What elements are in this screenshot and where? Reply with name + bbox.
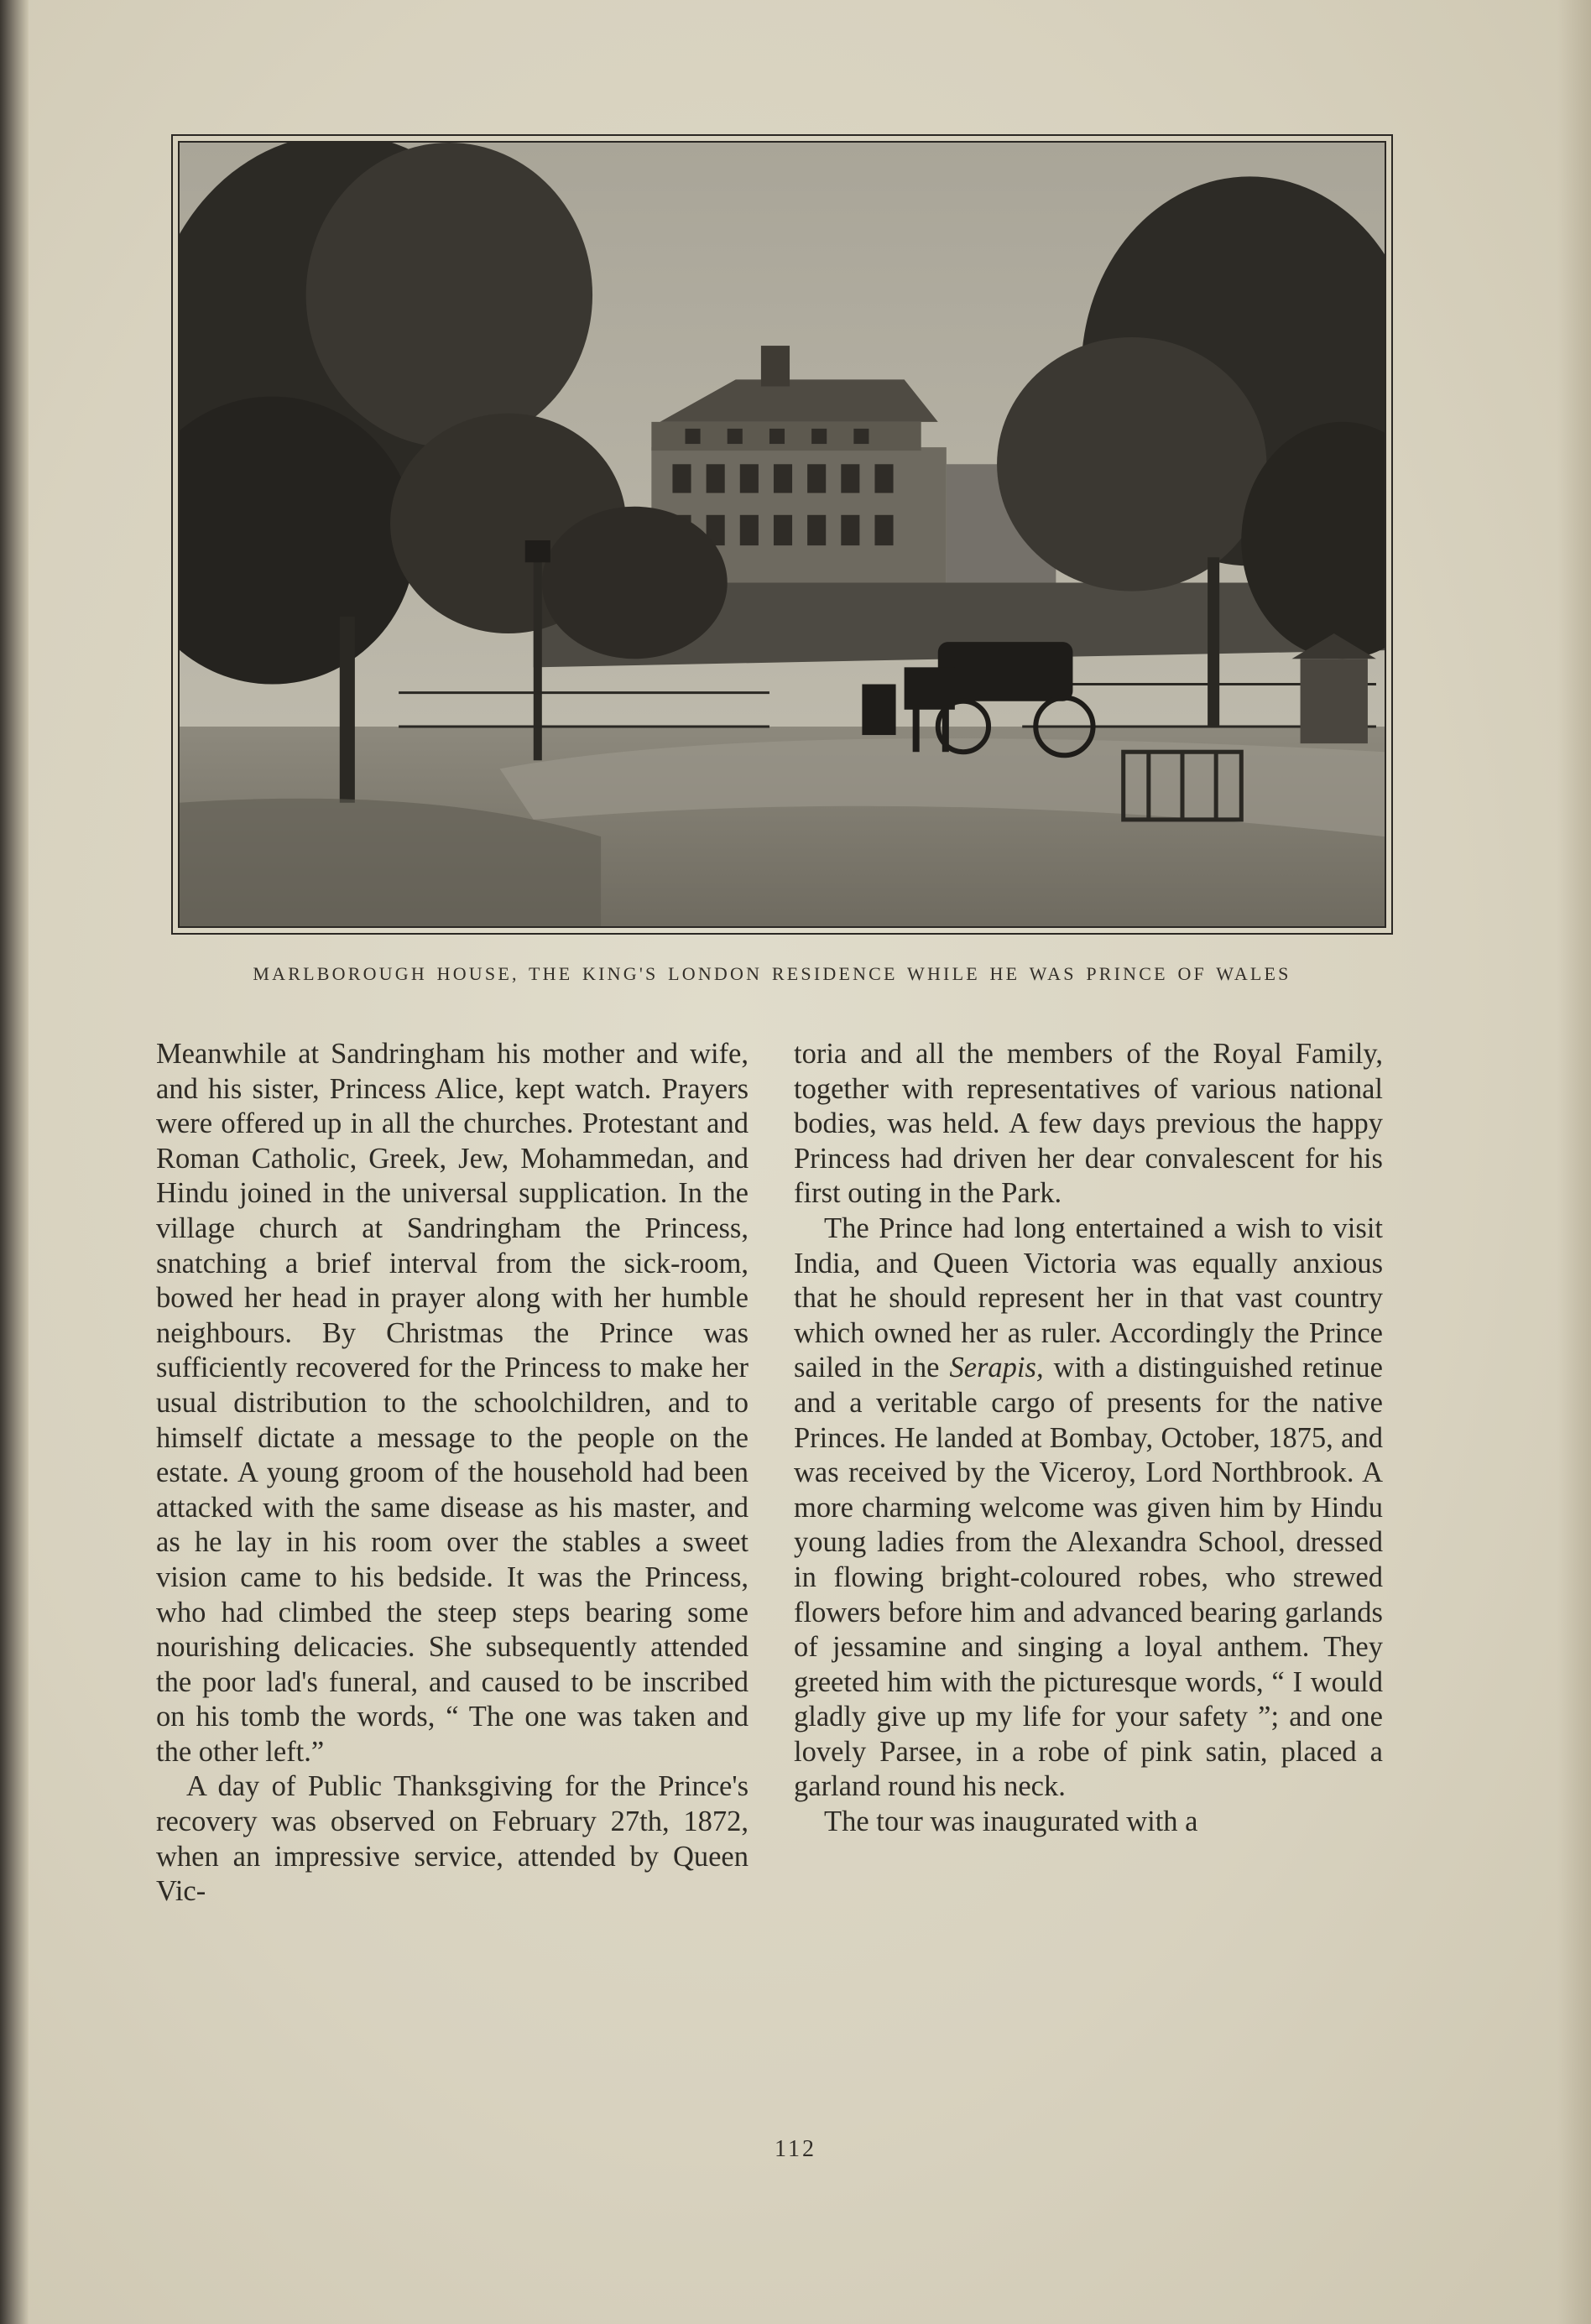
paragraph: A day of Public Thanksgiving for the Prince's recovery was observed on February 27th, 1872, when an impressive service, attended by Queen Vic- [156, 1770, 749, 1908]
text-column-right [794, 1037, 1383, 1840]
paragraph: The tour was inaugurated with a [824, 1806, 1198, 1838]
photo-caption: MARLBOROUGH HOUSE, THE KING'S LONDON RESIDENCE WHILE HE WAS PRINCE OF WALES [253, 963, 1291, 984]
paragraph: toria and all the members of the Royal Family, together with representatives of various national bodies, was held. A few days previous the happy Princess had driven her dear convalescent for his first outing in the Park. [794, 1038, 1383, 1210]
paragraph [794, 1212, 1383, 1805]
page-number: 112 [775, 2136, 816, 2162]
paragraph: Meanwhile at Sandringham his mother and wife, and his sister, Princess Alice, kept watch. Prayers were offered up in all the churches. Protestant and Roman Catholic, Greek, Jew, Mohammedan, and Hindu joined in the universal supplication. In the village church at Sandringham the Princess, snatching a brief interval from the sick-room, bowed her head in prayer along with her humble neighbours. By Christmas the Prince was sufficiently recovered for the Princess to make her usual distribution to the schoolchildren, and to himself dictate a message to the people on the estate. A young groom of the household had been attacked with the same disease as his master, and as he lay in his room over the stables a sweet vision came to his bedside. It was the Princess, who had climbed the steep steps bearing some nourishing delicacies. She subsequently attended the poor lad's funeral, and caused to be inscribed on his tomb the words, “ The one was taken and the other left.” [156, 1038, 749, 1768]
paragraph-text: with a distinguished retinue and a veritable cargo of presents for the native Princes. He landed at Bombay, October, 1875, and was received by the Viceroy, Lord Northbrook. A more charming welcome was given him by Hindu young ladies from the Alexandra School, dressed in flowing bright-coloured robes, who strewed flowers before him and advanced bearing garlands of jessamine and singing a loyal anthem. They greeted him with the picturesque words, “ I would gladly give up my life for your safety ”; and one lovely Parsee, in a robe of pink satin, placed a garland round his neck. [794, 1352, 1383, 1803]
paragraph-text: The Prince had long entertained a wish to visit India, and Queen Victoria was equally anxious that he should represent her in that vast country which owned her as ruler. Accordingly the Prince sailed in the [794, 1212, 1383, 1384]
text-column-left [156, 1037, 749, 1910]
photograph-marlborough-house [178, 141, 1386, 928]
photo-frame [171, 134, 1393, 935]
book-binding-shadow [0, 0, 29, 2324]
page-edge-shading [1557, 0, 1591, 2324]
photo-illustration [180, 143, 1385, 926]
ship-name: Serapis, [949, 1352, 1044, 1384]
